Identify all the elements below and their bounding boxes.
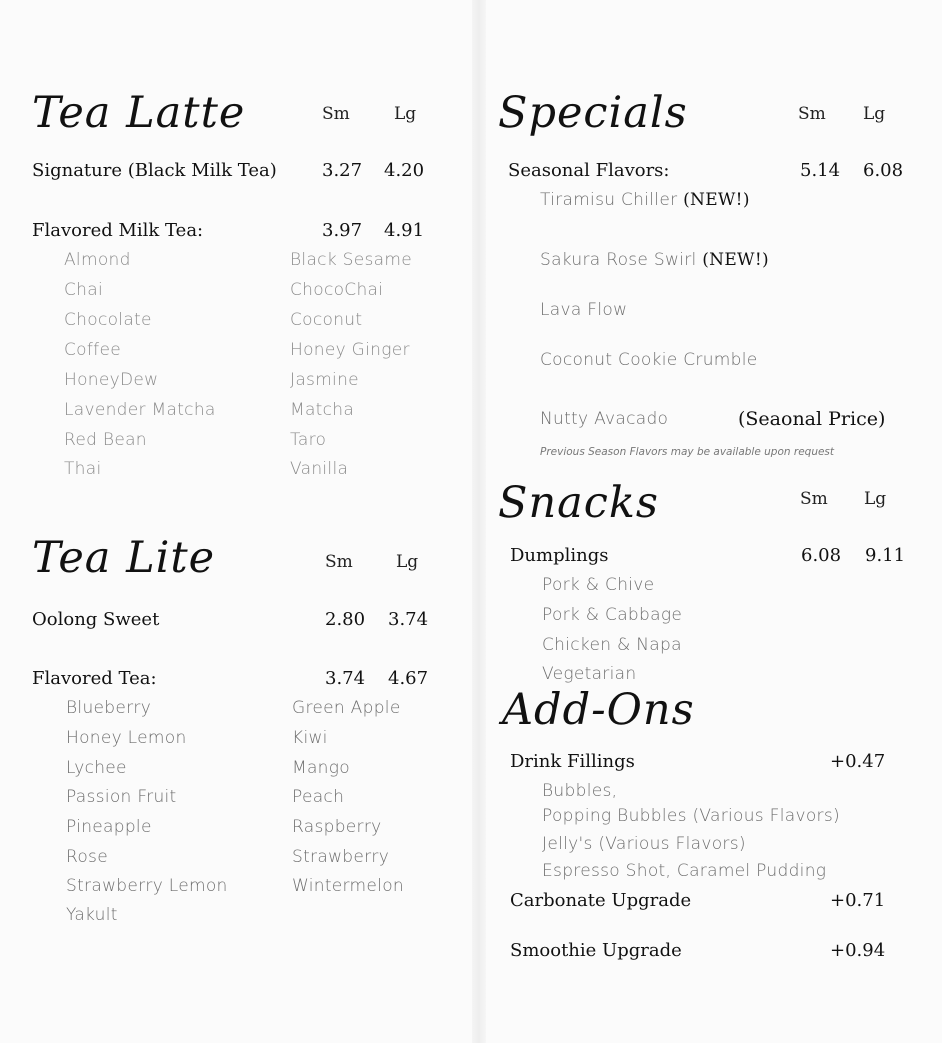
list-item: Red Bean <box>64 430 147 450</box>
carbonate-upgrade-price: +0.71 <box>830 890 886 911</box>
list-item: Wintermelon <box>292 876 404 896</box>
list-item: Jelly's (Various Flavors) <box>542 834 746 854</box>
tea-latte-sm-head: Sm <box>322 104 350 124</box>
snacks-sm-head: Sm <box>800 489 828 509</box>
special-item-name: Tiramisu Chiller <box>540 190 678 210</box>
tea-lite-lg-head: Lg <box>396 552 419 572</box>
seasonal-flavors-name: Seasonal Flavors: <box>508 160 670 181</box>
list-item: Taro <box>290 430 327 450</box>
special-item-name: Sakura Rose Swirl <box>540 250 697 270</box>
list-item: Matcha <box>290 400 355 420</box>
list-item: Strawberry Lemon <box>66 876 228 896</box>
oolong-sweet-sm-price: 2.80 <box>325 609 366 630</box>
list-item: Green Apple <box>292 698 401 718</box>
oolong-sweet-lg-price: 3.74 <box>388 609 429 630</box>
new-badge: (NEW!) <box>683 190 750 210</box>
list-item: Pineapple <box>66 817 152 837</box>
snacks-title: Snacks <box>498 478 659 528</box>
dumplings-sm-price: 6.08 <box>801 545 842 566</box>
list-item <box>540 250 769 270</box>
list-item: ChocoChai <box>290 280 384 300</box>
list-item: Chicken & Napa <box>542 635 682 655</box>
list-item: Chai <box>64 280 103 300</box>
list-item: Lava Flow <box>540 300 628 320</box>
seasonal-price-tag: (Seaonal Price) <box>738 408 886 430</box>
list-item: Chocolate <box>64 310 152 330</box>
list-item: Almond <box>64 250 131 270</box>
carbonate-upgrade-name: Carbonate Upgrade <box>510 890 692 911</box>
specials-lg-head: Lg <box>863 104 886 124</box>
left-column <box>0 0 470 1043</box>
snacks-lg-head: Lg <box>864 489 887 509</box>
list-item: Bubbles, <box>542 781 618 801</box>
list-item <box>540 190 750 210</box>
new-badge: (NEW!) <box>702 250 769 270</box>
dumplings-lg-price: 9.11 <box>865 545 906 566</box>
list-item: Blueberry <box>66 698 152 718</box>
list-item: Mango <box>292 758 350 778</box>
seasonal-sm-price: 5.14 <box>800 160 841 181</box>
list-item: Nutty Avacado <box>540 409 669 429</box>
specials-sm-head: Sm <box>798 104 826 124</box>
signature-name: Signature (Black Milk Tea) <box>32 160 277 181</box>
page-fold <box>472 0 486 1043</box>
flavored-milk-tea-lg-price: 4.91 <box>384 220 425 241</box>
list-item: Vegetarian <box>542 664 637 684</box>
oolong-sweet-name: Oolong Sweet <box>32 609 160 630</box>
seasonal-lg-price: 6.08 <box>863 160 904 181</box>
list-item: Coffee <box>64 340 121 360</box>
previous-season-note: Previous Season Flavors may be available upon request <box>540 446 835 458</box>
list-item: Thai <box>64 459 102 479</box>
list-item: Lavender Matcha <box>64 400 216 420</box>
tea-lite-title: Tea Lite <box>32 533 216 583</box>
tea-lite-sm-head: Sm <box>325 552 353 572</box>
list-item: Pork & Cabbage <box>542 605 683 625</box>
dumplings-name: Dumplings <box>510 545 609 566</box>
list-item: Popping Bubbles (Various Flavors) <box>542 806 840 826</box>
list-item: Black Sesame <box>290 250 413 270</box>
flavored-tea-name: Flavored Tea: <box>32 668 157 689</box>
smoothie-upgrade-name: Smoothie Upgrade <box>510 940 682 961</box>
list-item: Lychee <box>66 758 127 778</box>
signature-lg-price: 4.20 <box>384 160 425 181</box>
tea-latte-lg-head: Lg <box>394 104 417 124</box>
list-item: Peach <box>292 787 345 807</box>
specials-title: Specials <box>498 88 688 138</box>
list-item: Rose <box>66 847 108 867</box>
right-column <box>488 0 942 1043</box>
list-item: HoneyDew <box>64 370 159 390</box>
drink-fillings-name: Drink Fillings <box>510 751 635 772</box>
list-item: Kiwi <box>292 728 328 748</box>
list-item: Raspberry <box>292 817 382 837</box>
list-item: Coconut Cookie Crumble <box>540 350 758 370</box>
add-ons-title: Add-Ons <box>502 685 695 735</box>
list-item: Strawberry <box>292 847 390 867</box>
flavored-milk-tea-sm-price: 3.97 <box>322 220 363 241</box>
flavored-milk-tea-name: Flavored Milk Tea: <box>32 220 204 241</box>
signature-sm-price: 3.27 <box>322 160 363 181</box>
list-item: Honey Ginger <box>290 340 410 360</box>
list-item: Passion Fruit <box>66 787 177 807</box>
list-item: Jasmine <box>290 370 359 390</box>
list-item: Pork & Chive <box>542 575 655 595</box>
smoothie-upgrade-price: +0.94 <box>830 940 886 961</box>
list-item: Espresso Shot, Caramel Pudding <box>542 861 827 881</box>
flavored-tea-lg-price: 4.67 <box>388 668 429 689</box>
drink-fillings-price: +0.47 <box>830 751 886 772</box>
list-item: Honey Lemon <box>66 728 187 748</box>
tea-latte-title: Tea Latte <box>32 88 246 138</box>
list-item: Yakult <box>66 905 118 925</box>
flavored-tea-sm-price: 3.74 <box>325 668 366 689</box>
list-item: Vanilla <box>290 459 349 479</box>
list-item: Coconut <box>290 310 363 330</box>
